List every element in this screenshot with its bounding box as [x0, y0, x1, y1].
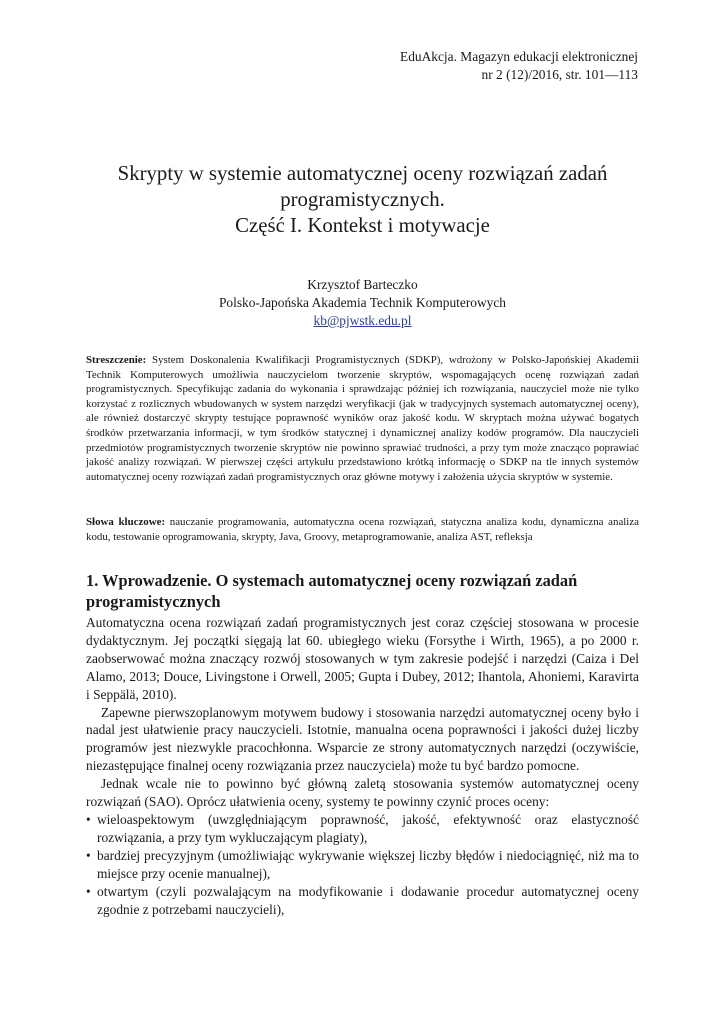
paper-title [80, 161, 645, 239]
bullet-list [86, 811, 639, 918]
keywords-label: Słowa kluczowe: [86, 516, 166, 528]
body-paragraph: Zapewne pierwszoplanowym motywem budowy i stosowania narzędzi automatycznej oceny było i nadal jest ułatwienie pracy nauczycieli. Istotnie, manualna ocena poprawności i jakości dużej liczby programów jest niezwykle pracochłonna. Wsparcie ze strony automatycznych narzędzi (oczywiście, niezastępujące finalnej oceny rozwiązania przez nauczyciela) może tu być bardzo pomocne. [86, 704, 639, 774]
author-email-link[interactable]: kb@pjwstk.edu.pl [313, 313, 412, 328]
keywords [86, 515, 639, 544]
bullet-icon: • [86, 847, 91, 863]
title-line-2: programistycznych. [280, 188, 445, 211]
list-item-text: bardziej precyzyjnym (umożliwiając wykrywanie większej liczby błędów i niedociągnięć, niż ma to miejsce przy ocenie manualnej), [97, 847, 639, 881]
bullet-icon: • [86, 811, 91, 827]
abstract-label: Streszczenie: [86, 354, 147, 366]
body-paragraph: Jednak wcale nie to powinno być główną zaletą stosowania systemów automatycznej oceny rozwiązań (SAO). Oprócz ułatwienia oceny, systemy te powinny czynić proces oceny: [86, 776, 639, 810]
section-body [86, 614, 639, 918]
bullet-icon: • [86, 883, 91, 899]
journal-issue: nr 2 (12)/2016, str. 101—113 [481, 67, 638, 82]
list-item-text: wieloaspektowym (uwzględniającym poprawność, jakość, efektywność oraz elastyczność rozwiązania, a przy tym wykluczającym plagiaty), [97, 811, 639, 845]
list-item [86, 847, 639, 883]
list-item [86, 883, 639, 919]
list-item [86, 811, 639, 847]
author-name: Krzysztof Barteczko [307, 277, 418, 292]
author-block [80, 276, 645, 330]
journal-header [400, 48, 638, 84]
body-paragraph: Automatyczna ocena rozwiązań zadań programistycznych jest coraz częściej stosowana w procesie dydaktycznym. Jej początki sięgają lat 60. ubiegłego wieku (Forsythe i Wirth, 1965), a po 2000 r. zaobserwować można znaczący rozwój stosowanych w tym zakresie podejść i narzędzi (Caiza i Del Alamo, 2013; Douce, Livingstone i Orwell, 2005; Gupta i Dubey, 2012; Ihantola, Ahoniemi, Karavirta i Seppälä, 2010). [86, 615, 639, 702]
journal-name: EduAkcja. Magazyn edukacji elektronicznej [400, 49, 638, 64]
abstract [86, 353, 639, 484]
title-line-1: Skrypty w systemie automatycznej oceny rozwiązań zadań [117, 162, 608, 185]
title-line-3: Część I. Kontekst i motywacje [235, 214, 490, 237]
list-item-text: otwartym (czyli pozwalającym na modyfikowanie i dodawanie procedur automatycznej oceny zgodnie z potrzebami nauczycieli), [97, 883, 639, 917]
section-heading: 1. Wprowadzenie. O systemach automatycznej oceny rozwiązań zadań programistycznych [86, 571, 578, 611]
author-affiliation: Polsko-Japońska Akademia Technik Komputerowych [218, 295, 507, 310]
abstract-text: System Doskonalenia Kwalifikacji Programistycznych (SDKP), wdrożony w Polsko-Japońskiej Akademii Technik Komputerowych umożliwia nauczycielom tworzenie skryptów, wspomagających ocenę rozwiązań zadań programistycznych. Specyfikując zadania do wykonania i sprawdzając później ich rozwiązania, nauczyciel może nie tylko korzystać z rozlicznych wbudowanych w system narzędzi weryfikacji (jak w tradycyjnych systemach automatycznej oceny), ale również dostarczyć skrypty testujące poprawność wyników oraz jakość kodu. W skryptach można używać bogatych środków przetwarzania informacji, w tym środków statycznej i dynamicznej analizy kodów programów. Dla nauczycieli przedmiotów programistycznych tworzenie skryptów nie powinno sprawiać trudności, a przy tym może znacząco poprawiać jakość analizy rozwiązań. W pierwszej części artykułu przedstawiono krótką informację o SDKP na tle innych systemów automatycznej oceny rozwiązań zadań programistycznych oraz główne motywy i założenia użycia skryptów w systemie. [86, 354, 639, 483]
keywords-text: nauczanie programowania, automatyczna ocena rozwiązań, statyczna analiza kodu, dynamiczna analiza kodu, testowanie oprogramowania, skrypty, Java, Groovy, metaprogramowanie, analiza AST, refleksja [86, 516, 639, 543]
